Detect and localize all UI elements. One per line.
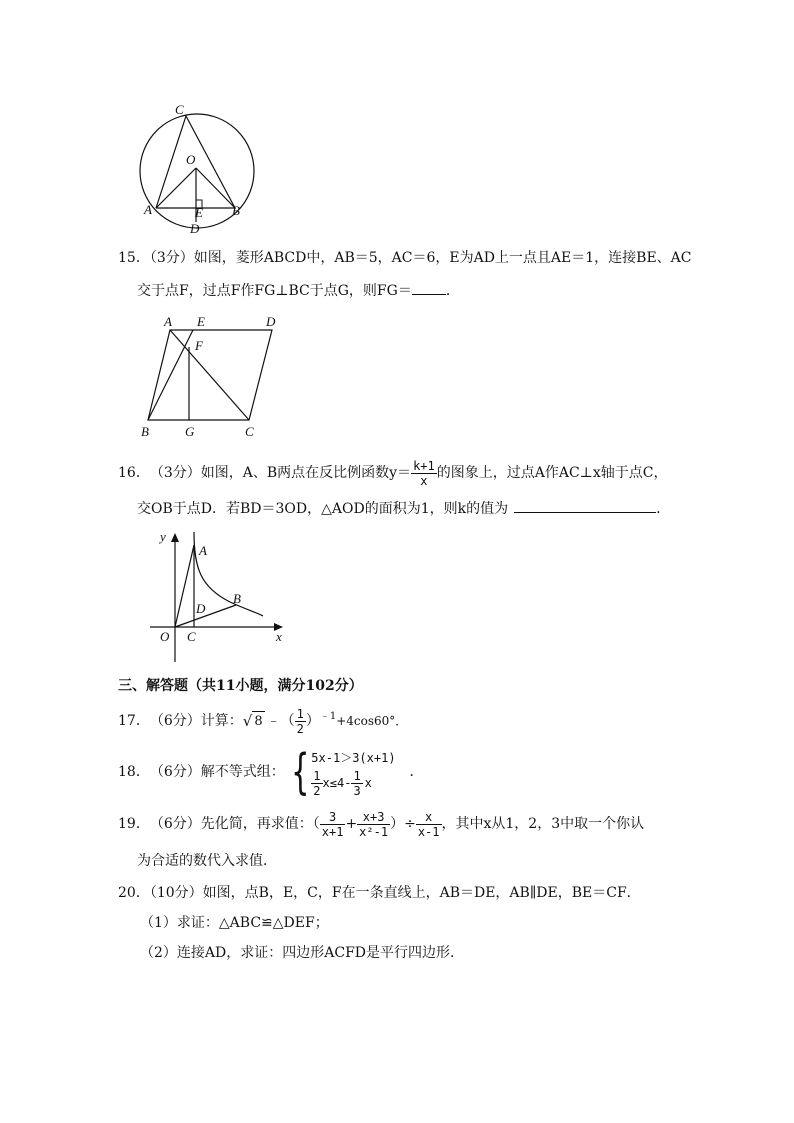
q16-text-pre: 如图，A、B两点在反比例函数y＝: [200, 465, 412, 481]
q17-sqrt-arg: 8: [252, 711, 264, 732]
q19-frac2-num: x+3: [357, 810, 390, 825]
q17-fraction: [295, 707, 306, 736]
label-b: B: [233, 591, 241, 606]
q15-line2: [137, 280, 460, 301]
q19-number: 19．: [118, 816, 150, 832]
q18-suffix: ．: [409, 764, 424, 780]
q17-exponent: ﹣1: [319, 711, 337, 722]
q19-line1: [118, 804, 644, 844]
section-3-title: 三、解答题（共11小题，满分102分）: [118, 678, 363, 694]
q18-score: （6分）: [149, 764, 201, 780]
q18-frac1: [311, 769, 322, 798]
q17-frac-num: 1: [296, 706, 304, 721]
q18-frac1-den: 2: [313, 783, 321, 798]
q16-frac-den: x: [420, 473, 428, 488]
label-f: F: [195, 338, 203, 353]
q18: [118, 741, 424, 803]
label-x: x: [276, 629, 282, 644]
label-c: C: [245, 424, 254, 439]
q19-frac1: [320, 810, 346, 839]
q19-frac1-den: x+1: [321, 824, 344, 839]
label-a: A: [164, 314, 172, 329]
label-g: G: [185, 424, 195, 439]
segment-be: [148, 330, 193, 420]
q20-number: 20．: [118, 885, 150, 901]
q20-line1: [118, 883, 641, 903]
q17-tail: +4cos60°．: [336, 714, 408, 728]
q15-end: ．: [445, 283, 460, 299]
label-a: A: [144, 202, 152, 217]
q18-frac1-num: 1: [313, 768, 321, 783]
q18-row2-mid: x≤4-: [322, 776, 352, 790]
segment-ob: [175, 605, 236, 627]
q20-text: 如图，点B，E，C，F在一条直线上，AB＝DE，AB∥DE，BE＝CF．: [202, 885, 641, 901]
label-c: C: [187, 629, 196, 644]
q19-frac3-den: x-1: [417, 824, 440, 839]
q18-number: 18．: [118, 764, 150, 780]
q16-text-post: 的图象上，过点A作AC⊥x轴于点C，: [436, 465, 668, 481]
q17-number: 17．: [118, 713, 150, 729]
q20-score: （10分）: [149, 885, 203, 901]
segment-oa: [175, 545, 194, 627]
q17: [118, 704, 407, 738]
label-b: B: [232, 203, 240, 218]
q19-line2: 为合适的数代入求值．: [137, 853, 277, 869]
q16-fraction: [411, 459, 437, 488]
q16-end: ．: [656, 501, 671, 517]
q19-score: （6分）: [149, 816, 201, 832]
q20-part2: （2）连接AD，求证：四边形ACFD是平行四边形．: [140, 945, 465, 961]
q19-plus: +: [345, 816, 358, 832]
label-d: D: [190, 221, 200, 236]
q18-prefix: 解不等式组：: [200, 764, 285, 780]
q16-line2: [137, 498, 670, 519]
y-axis-arrow: [171, 533, 179, 542]
label-b: B: [141, 424, 149, 439]
q16-text-line2: 交OB于点D．若BD＝3OD，△AOD的面积为1，则k的值为: [137, 501, 509, 517]
q19-prefix: 先化简，再求值：（: [200, 816, 320, 832]
label-y: y: [160, 529, 166, 544]
q14-figure: [130, 98, 260, 238]
q19-div: ）÷: [390, 816, 416, 832]
q16-frac-num: k+1: [413, 458, 435, 473]
q16-answer-blank[interactable]: [514, 498, 656, 513]
q17-prefix: 计算：: [200, 713, 243, 729]
q16-figure: [150, 527, 290, 662]
label-c: C: [175, 102, 184, 117]
q18-row1: 5x-1＞3(x+1): [311, 750, 396, 765]
label-o: O: [160, 629, 170, 644]
q19-frac3-num: x: [416, 810, 442, 825]
q16-line1: [118, 455, 667, 491]
sqrt-sign: √: [242, 712, 253, 730]
q17-minus: ﹣（: [266, 713, 295, 729]
q18-frac2-num: 1: [353, 768, 361, 783]
q19-frac2: [357, 810, 390, 839]
q20-part1: （1）求证：△ABC≌△DEF；: [140, 915, 329, 931]
q18-row2: [311, 769, 395, 798]
q17-frac-den: 2: [296, 721, 304, 736]
label-e: E: [195, 205, 203, 220]
brace-icon: {: [290, 744, 310, 800]
label-a: A: [199, 543, 207, 558]
q15-score: （3分）: [149, 250, 194, 266]
q17-score: （6分）: [149, 713, 201, 729]
q15-number: 15．: [118, 250, 150, 266]
segment-ac: [170, 330, 249, 420]
q15-text-line1: 如图，菱形ABCD中，AB＝5，AC＝6，E为AD上一点且AE＝1，连接BE、AC: [193, 250, 692, 266]
label-e: E: [197, 314, 205, 329]
q18-frac2-den: 3: [353, 783, 361, 798]
label-d: D: [266, 314, 276, 329]
label-d: D: [196, 601, 206, 616]
q19-frac3: [416, 810, 442, 839]
q18-row2-tail: x: [364, 776, 372, 790]
q18-frac2: [351, 769, 362, 798]
q15-answer-blank[interactable]: [412, 280, 446, 295]
q15-line1: [118, 248, 692, 268]
q19-frac2-den: x²-1: [359, 824, 389, 839]
q19-frac1-num: 3: [320, 810, 346, 825]
q15-figure: [136, 312, 286, 442]
q18-system: [311, 747, 395, 798]
q16-number: 16．: [118, 465, 150, 481]
label-o: O: [186, 152, 196, 167]
q15-text-line2: 交于点F，过点F作FG⊥BC于点G，则FG＝: [137, 283, 412, 299]
q19-line1-tail: ，其中x从1，2，3中取一个你认: [441, 816, 645, 832]
q16-score: （3分）: [149, 465, 201, 481]
q17-close-paren: ）: [305, 713, 320, 729]
